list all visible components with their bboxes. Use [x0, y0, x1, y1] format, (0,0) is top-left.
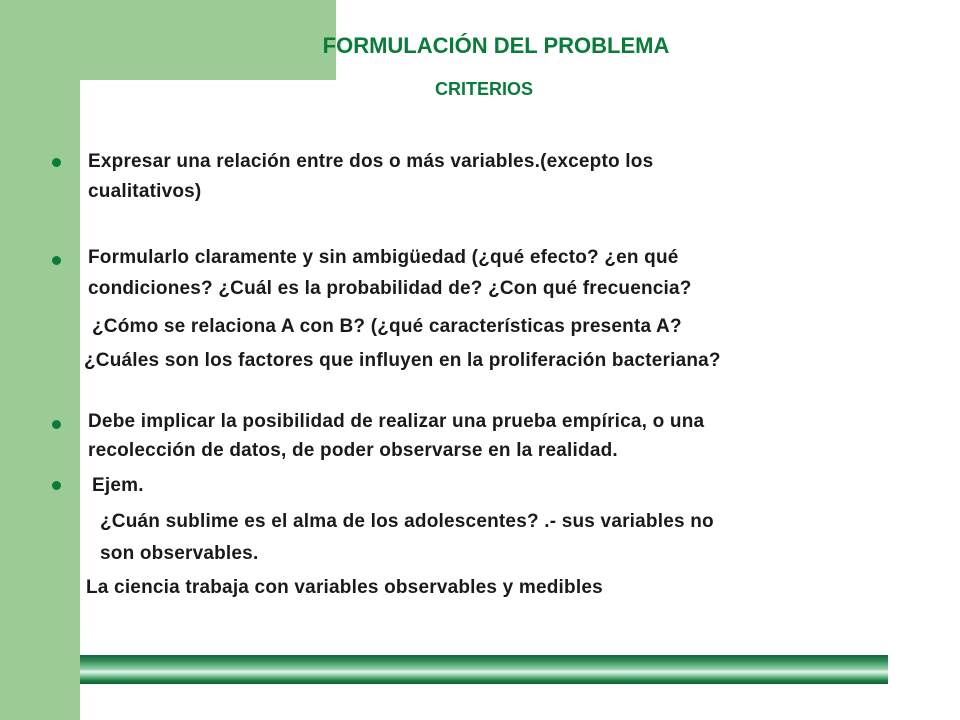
bullet-2-line-2: condiciones? ¿Cuál es la probabilidad de? ¿Con qué frecuencia?: [88, 278, 692, 299]
bullet-4-continuation-2: son observables.: [100, 543, 259, 564]
slide-title: FORMULACIÓN DEL PROBLEMA: [322, 33, 670, 58]
bullet-dot-3: [52, 420, 61, 429]
bullet-dot-4: [52, 481, 61, 490]
left-green-band: [0, 0, 80, 720]
decorative-gradient-bar: [80, 655, 888, 684]
bullet-4-continuation-3: La ciencia trabaja con variables observables y medibles: [86, 577, 603, 598]
slide-subtitle: CRITERIOS: [434, 79, 533, 99]
bullet-1-line-1: Expresar una relación entre dos o más variables.(excepto los: [88, 151, 654, 172]
bullet-4-line-1: Ejem.: [92, 475, 144, 496]
bullet-2-line-1: Formularlo claramente y sin ambigüedad (¿qué efecto? ¿en qué: [88, 247, 679, 268]
bullet-3-line-1: Debe implicar la posibilidad de realizar una prueba empírica, o una: [88, 411, 705, 432]
bullet-4-continuation-1: ¿Cuán sublime es el alma de los adolescentes? .- sus variables no: [100, 511, 714, 532]
bullet-2-continuation-1: ¿Cómo se relaciona A con B? (¿qué características presenta A?: [92, 316, 682, 337]
bullet-dot-1: [52, 158, 61, 167]
bullet-3-line-2: recolección de datos, de poder observarse en la realidad.: [88, 440, 618, 461]
bullet-1-line-2: cualitativos): [88, 181, 202, 202]
bullet-2-continuation-2: ¿Cuáles son los factores que influyen en la proliferación bacteriana?: [84, 350, 721, 371]
bullet-dot-2: [52, 256, 61, 265]
